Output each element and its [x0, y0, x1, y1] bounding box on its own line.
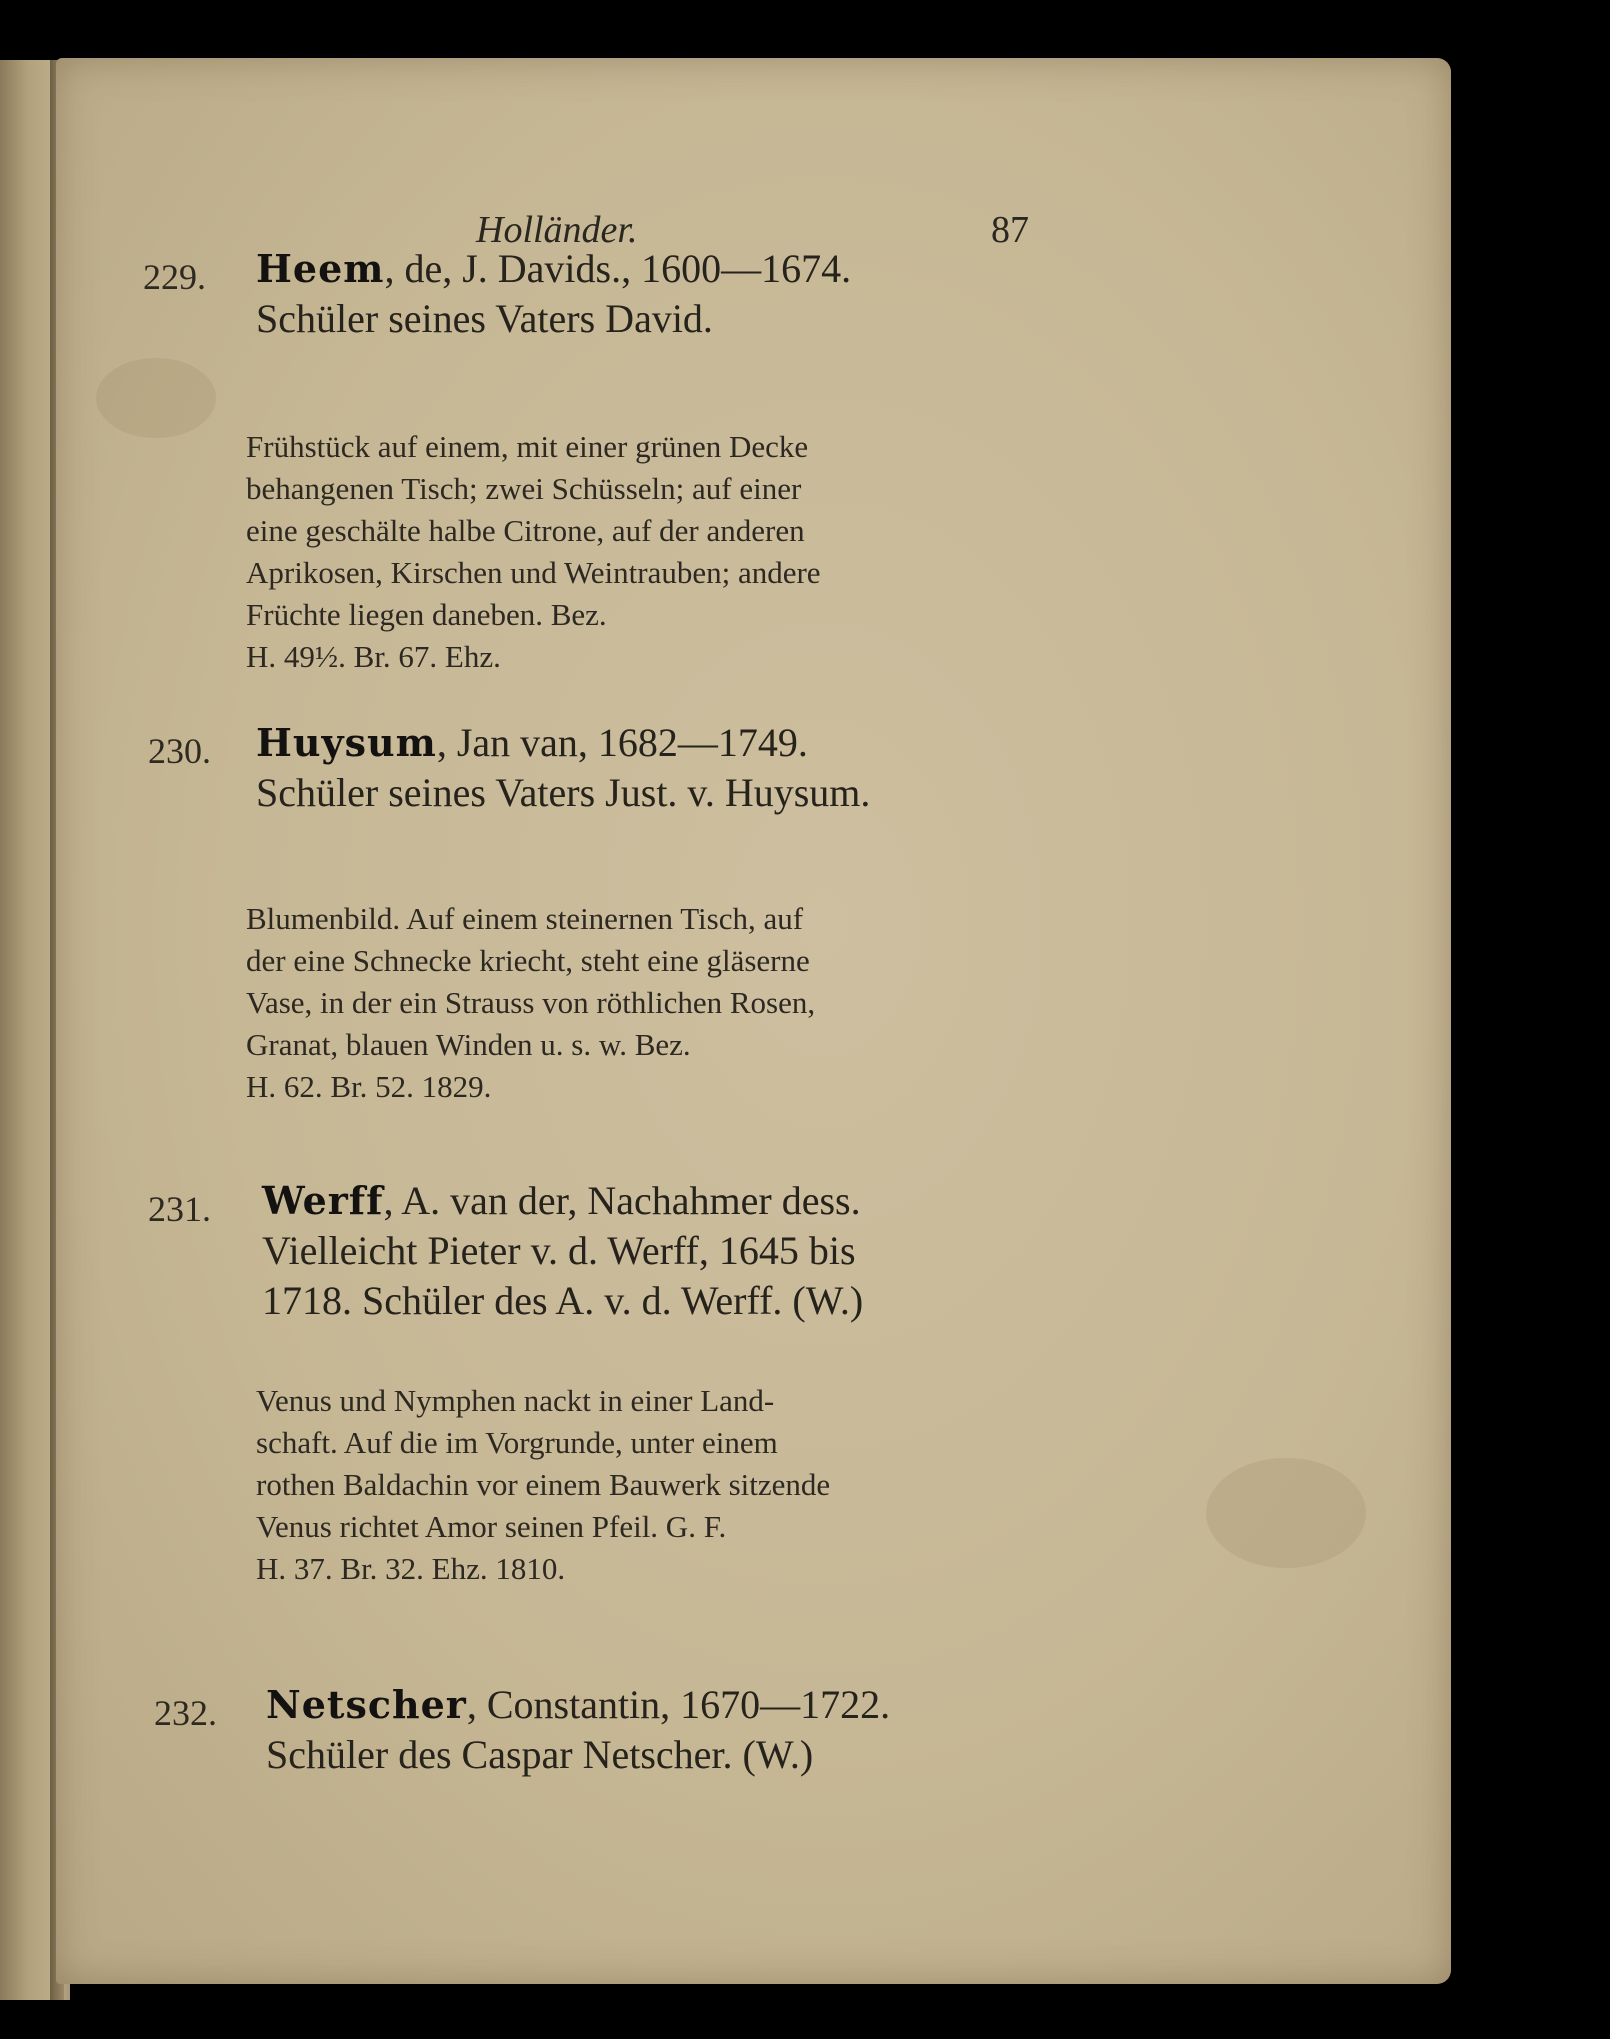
artist-name: Werff: [262, 1178, 384, 1223]
artist-name: Heem: [256, 246, 385, 291]
artist-teacher-line: 1718. Schüler des A. v. d. Werff. (W.): [262, 1278, 864, 1323]
artist-name: Netscher: [266, 1682, 467, 1727]
description-line: rothen Baldachin vor einem Bauwerk sitzende: [256, 1467, 831, 1502]
description-line: behangenen Tisch; zwei Schüsseln; auf einer: [246, 471, 802, 506]
paper-stain: [1206, 1458, 1366, 1568]
dimensions-line: H. 49½. Br. 67. Ehz.: [246, 639, 501, 674]
entry-number: 229.: [143, 257, 206, 297]
description-line: Granat, blauen Winden u. s. w. Bez.: [246, 1027, 691, 1062]
book-page: [56, 58, 1451, 1984]
entry-heading: [262, 1176, 863, 1326]
description-line: Venus und Nymphen nackt in einer Land-: [256, 1383, 775, 1418]
page-number: 87: [991, 209, 1029, 251]
entry-number: 231.: [148, 1189, 211, 1229]
description-line: Aprikosen, Kirschen und Weintrauben; andere: [246, 555, 821, 590]
entry-heading: [256, 718, 870, 818]
running-title: Holländer.: [476, 209, 638, 251]
description-line: Frühstück auf einem, mit einer grünen Decke: [246, 429, 809, 464]
artist-identity-line: Vielleicht Pieter v. d. Werff, 1645 bis: [262, 1228, 856, 1273]
entry-number: 232.: [154, 1693, 217, 1733]
artist-details: , Jan van, 1682—1749.: [436, 720, 808, 765]
artist-teacher-line: Schüler des Caspar Netscher. (W.): [266, 1732, 814, 1777]
description-line: Vase, in der ein Strauss von röthlichen Rosen,: [246, 985, 816, 1020]
entry-heading: [266, 1680, 890, 1780]
artist-details: , de, J. Davids., 1600—1674.: [384, 246, 852, 291]
artist-details: , Constantin, 1670—1722.: [466, 1682, 891, 1727]
description-line: der eine Schnecke kriecht, steht eine gläserne: [246, 943, 810, 978]
entry-description: [246, 426, 821, 678]
description-line: Früchte liegen daneben. Bez.: [246, 597, 607, 632]
artist-name: Huysum: [256, 720, 437, 765]
dimensions-line: H. 37. Br. 32. Ehz. 1810.: [256, 1551, 566, 1586]
description-line: schaft. Auf die im Vorgrunde, unter einem: [256, 1425, 778, 1460]
description-line: Venus richtet Amor seinen Pfeil. G. F.: [256, 1509, 727, 1544]
artist-teacher-line: Schüler seines Vaters Just. v. Huysum.: [256, 770, 871, 815]
entry-heading: [256, 244, 851, 344]
entry-description: [246, 898, 815, 1108]
paper-stain: [96, 358, 216, 438]
description-line: Blumenbild. Auf einem steinernen Tisch, auf: [246, 901, 804, 936]
dimensions-line: H. 62. Br. 52. 1829.: [246, 1069, 492, 1104]
entry-number: 230.: [148, 731, 211, 771]
entry-description: [256, 1380, 830, 1590]
description-line: eine geschälte halbe Citrone, auf der anderen: [246, 513, 805, 548]
artist-teacher-line: Schüler seines Vaters David.: [256, 296, 713, 341]
artist-details: , A. van der, Nachahmer dess.: [383, 1178, 861, 1223]
